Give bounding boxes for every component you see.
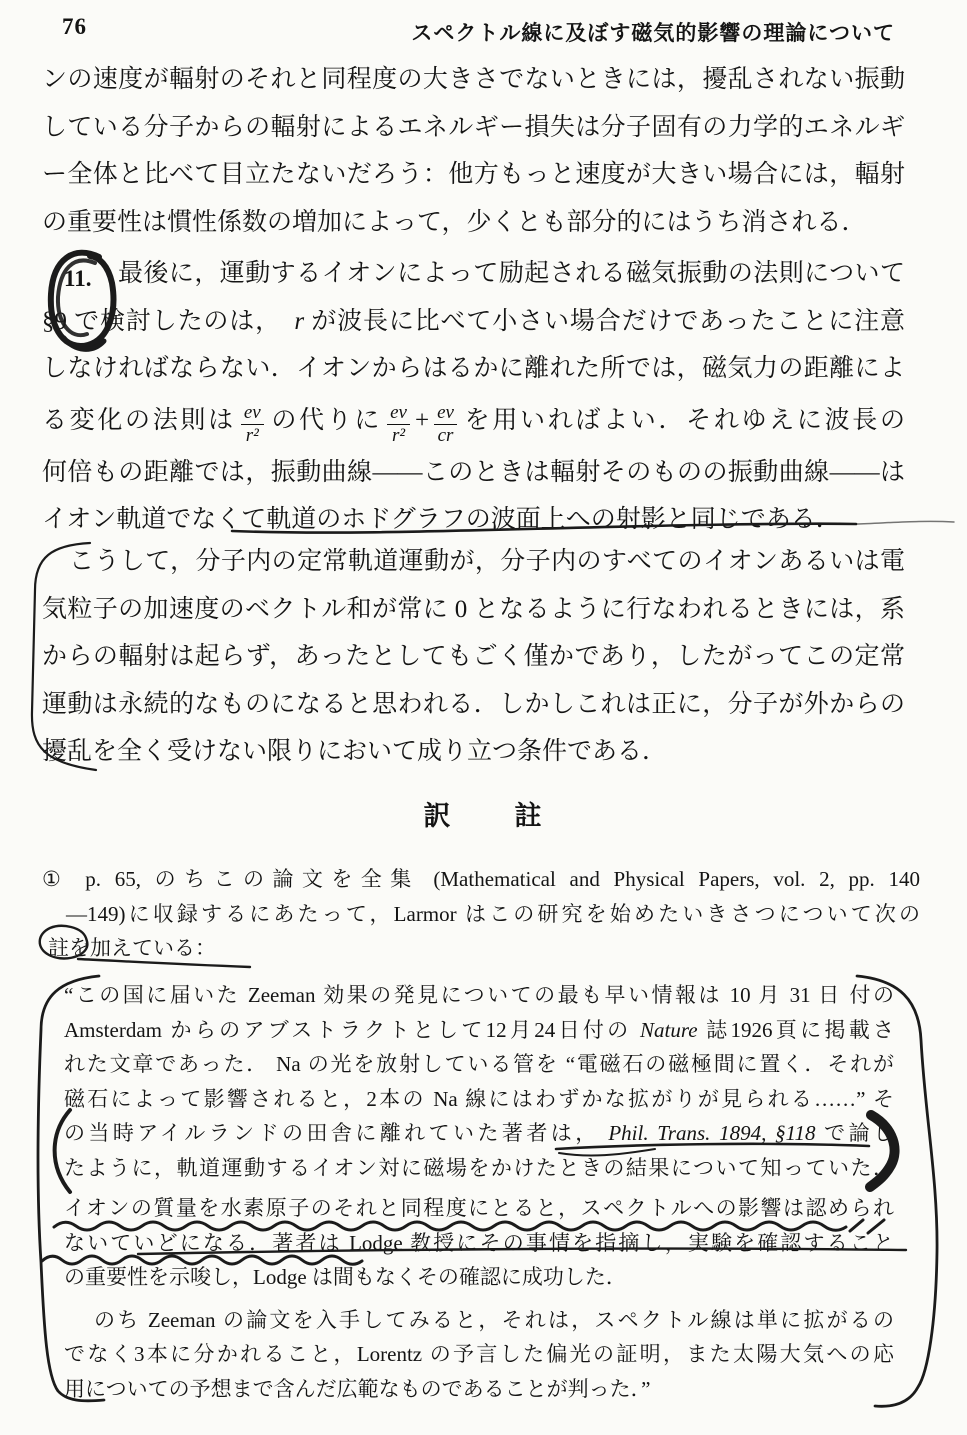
text-line: たように，軌道運動するイオン対に磁場をかけたときの結果について知っていた． xyxy=(64,1155,894,1180)
plus-sign: + xyxy=(415,406,430,434)
text-line: のち Zeeman の論文を入手してみると，それは，スペクトル線は単に拡がるの xyxy=(94,1307,894,1332)
text-line: ―149)に収録するにあたって，Larmor はこの研究を始めたいきさつについて次の xyxy=(66,901,920,926)
text-segment: が波長に比べて小さい場合だけであったことに注意 xyxy=(304,307,905,335)
text-line xyxy=(64,1116,894,1151)
text-line: している分子からの輻射によるエネルギー損失は分子固有の力学的エネルギ xyxy=(42,113,905,141)
text-line xyxy=(42,496,905,544)
text-line: 何倍もの距離では，振動曲線――このときは輻射そのものの振動曲線――は xyxy=(42,458,905,486)
running-header-title: スペクトル線に及ぼす磁気的影響の理論について xyxy=(411,21,895,45)
text-segment: イオン軌道でなくて xyxy=(42,506,267,534)
text-line: ンの速度が輻射のそれと同程度の大きさでないときには，擾乱されない振動 xyxy=(42,66,905,93)
hand-underlined-phrase: 軌道のホドグラフの波面上への射影 xyxy=(266,506,666,534)
text-line: イオンの質量を水素原子のそれと同程度にとると，スペクトルへの影響は認められ xyxy=(64,1196,894,1220)
text-line: “この国に届いた Zeeman 効果の発見についての最も早い情報は 10 月 31 日 付の xyxy=(64,983,894,1007)
notes-heading xyxy=(0,794,967,833)
text-segment: の当時アイルランドの田舎に離れていた著者は， xyxy=(64,1121,609,1145)
text-line: こうして，分子内の定常軌道運動が，分子内のすべてのイオンあるいは電 xyxy=(69,548,905,575)
citation-phil-trans: Phil. Trans. 1894, §118 xyxy=(608,1121,816,1145)
text-segment: と同じである． xyxy=(665,506,841,534)
text-segment: p. 65, のちこの論文を全集 (Mathematical and Physical Papers, vol. 2, pp. 140 xyxy=(85,867,921,891)
paragraph-2 xyxy=(42,250,905,544)
section-number-11: 11. xyxy=(64,266,92,291)
text-segment: Amsterdam からのアブストラクトとして12月24日付の xyxy=(64,1017,641,1042)
text-segment: を用いればよい．それゆえに波長の xyxy=(461,406,905,434)
fraction-ev-over-r2: $\frac{ev}{\text{r²}}$ xyxy=(241,403,264,446)
text-line: しなければならない．イオンからはるかに離れた所では，磁気力の距離によ xyxy=(42,355,905,383)
text-line: 最後に，運動するイオンによって励起される磁気振動の法則について xyxy=(118,260,905,287)
text-line xyxy=(42,862,920,897)
text-line: の重要性は慣性係数の増加によって，少くとも部分的にはうち消される． xyxy=(42,208,867,236)
heading-char: 註 xyxy=(514,801,544,831)
text-line-with-formulas xyxy=(42,393,905,449)
text-line: ー全体と比べて目立たないだろう：他方もっと速度が大きい場合には，輻射 xyxy=(42,161,905,189)
hand-circled-chu: 註 xyxy=(48,936,69,960)
text-line xyxy=(64,1013,894,1048)
fraction-ev-over-cr: $\frac{ev}{cr}$ xyxy=(434,403,457,446)
text-line: れた文章であった． Na の光を放射している管を “電磁石の磁極間に置く．それが xyxy=(64,1052,894,1076)
text-line xyxy=(42,298,905,346)
text-line: でなく3本に分かれること，Lorentz の予言した偏光の証明，また太陽大気への応 xyxy=(64,1342,894,1366)
translator-note-1 xyxy=(42,862,920,966)
text-line: 磁石によって影響されると，2本の Na 線にはわずかな拡がりが見られる……” そ xyxy=(64,1086,894,1111)
note-number-badge: ① xyxy=(42,867,70,891)
hand-underlined-phrase: を加えている xyxy=(69,936,195,960)
paragraph-1 xyxy=(42,56,905,246)
text-segment: §9 で検討したのは， xyxy=(42,307,295,335)
page-number: 76 xyxy=(62,14,87,39)
heading-char: 訳 xyxy=(423,801,453,831)
text-line: の重要性を示唆し，Lodge は間もなくその確認に成功した． xyxy=(64,1265,627,1289)
text-segment: ： xyxy=(195,936,216,960)
text-line xyxy=(42,931,920,966)
quoted-passage xyxy=(64,978,894,1406)
fraction-ev-over-r2: $\frac{ev}{\text{r²}}$ xyxy=(387,403,410,446)
text-segment: の代りに xyxy=(268,406,383,434)
text-segment: で論じ xyxy=(815,1121,895,1145)
text-line: 運動は永続的なものになると思われる．しかしこれは正に，分子が外からの xyxy=(42,690,905,718)
text-line: 気粒子の加速度のベクトル和が常に 0 となるように行なわれるときには，系 xyxy=(42,595,905,623)
text-line: ないていどになる．著者は Lodge 教授にその事情を指摘し，実験を確認すること xyxy=(64,1230,894,1255)
paragraph-3 xyxy=(42,538,905,776)
text-line: 擾乱を全く受けない限りにおいて成り立つ条件である． xyxy=(42,738,668,766)
text-line: 用についての予想まで含んだ広範なものであることが判った．” xyxy=(64,1376,651,1401)
text-segment: る変化の法則は xyxy=(42,406,236,434)
text-segment: 誌1926頁に掲載さ xyxy=(697,1017,894,1042)
text-line: からの輻射は起らず，あったとしてもごく僅かであり，したがってこの定常 xyxy=(42,643,905,671)
journal-name-nature: Nature xyxy=(640,1017,698,1042)
variable-r: r xyxy=(294,307,305,335)
